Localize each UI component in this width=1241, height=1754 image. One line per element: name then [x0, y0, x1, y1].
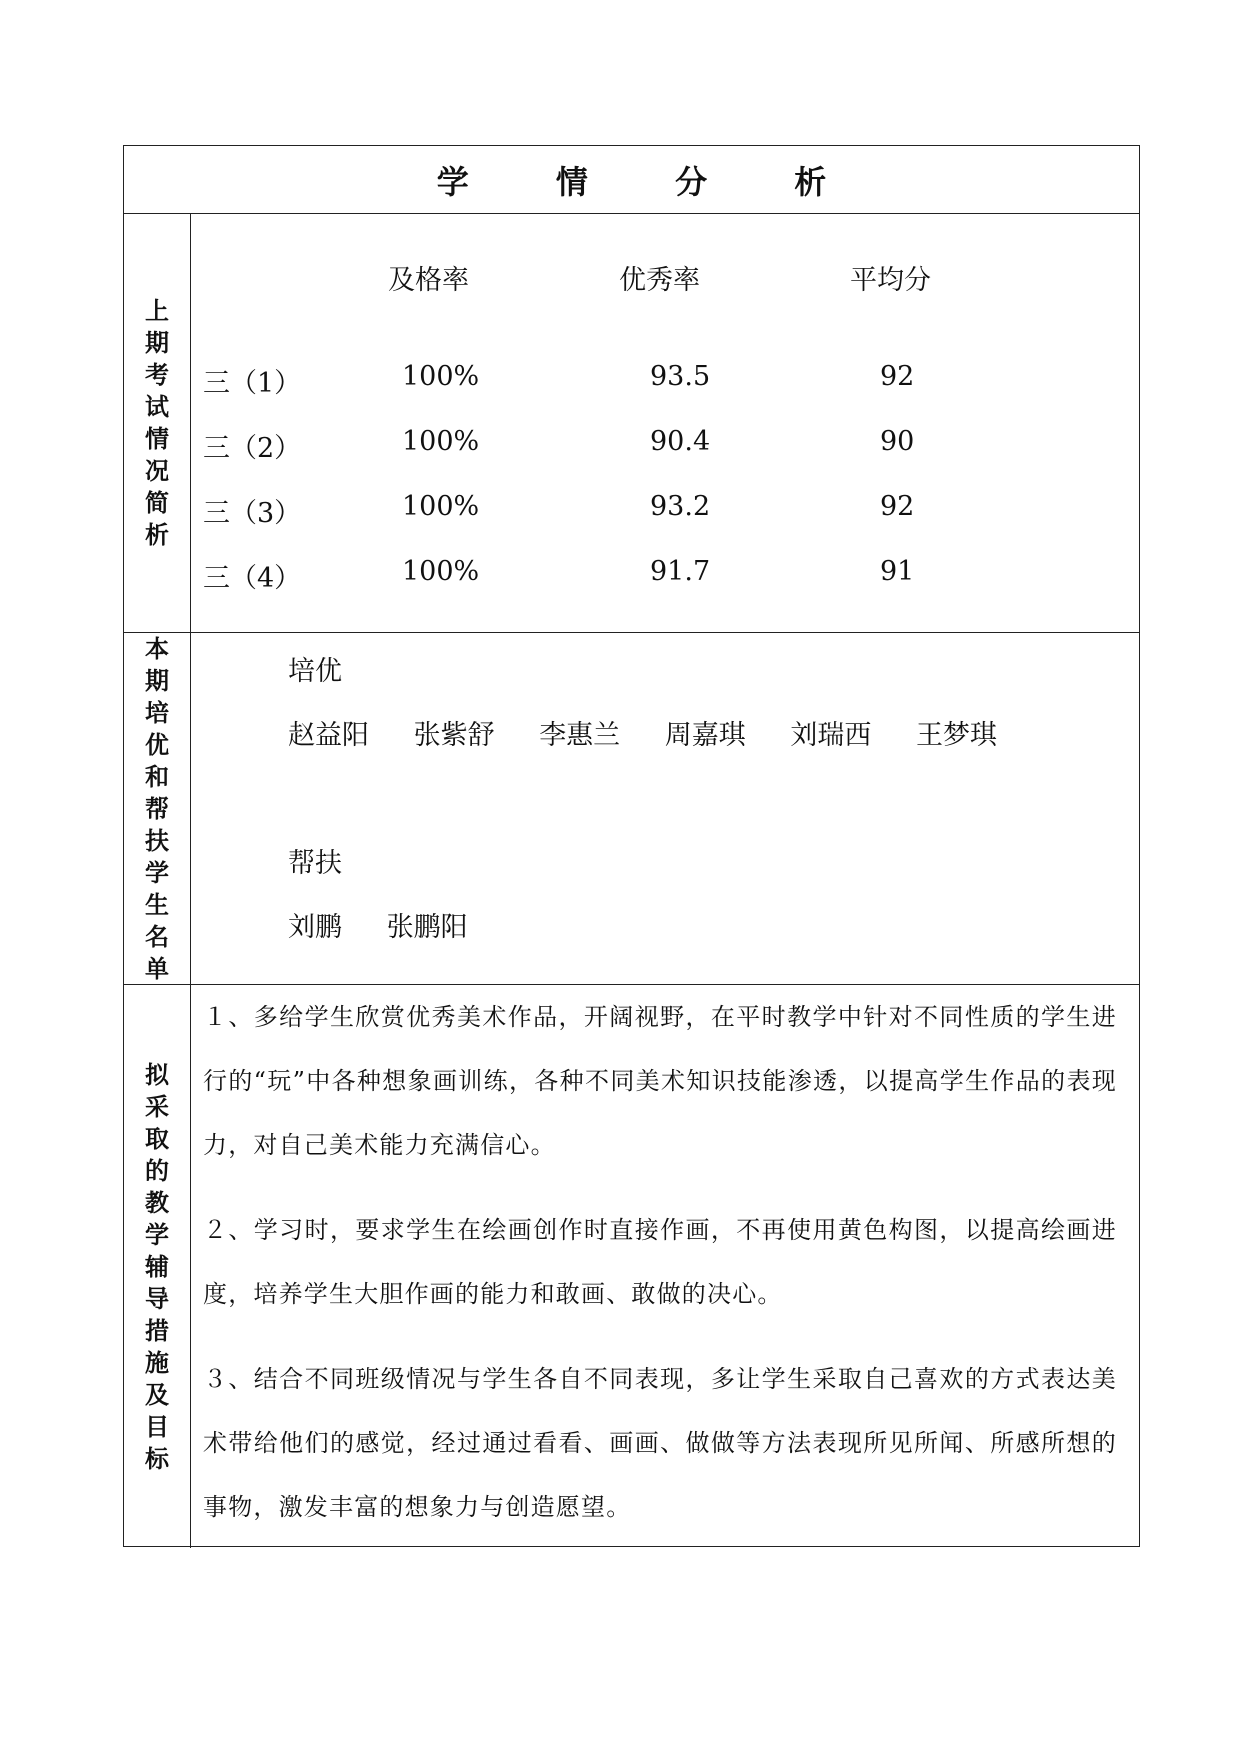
- header-excellent-rate: 优秀率: [619, 265, 700, 296]
- average-score: 91: [880, 556, 915, 587]
- measure-paragraph-3: ３、结合不同班级情况与学生各自不同表现，多让学生采取自己喜欢的方式表达美术带给他们的感觉，经过通过看看、画画、做做等方法表现所见所闻、所感所想的事物，激发丰富的想象力与创造愿望。: [203, 1365, 1117, 1521]
- excellent-rate: 93.5: [650, 361, 711, 392]
- label-char: 采: [145, 1092, 169, 1121]
- label-char: 学: [145, 858, 169, 887]
- label-char: 施: [145, 1348, 169, 1377]
- exam-summary-label: [124, 213, 191, 632]
- label-char: 帮: [145, 794, 169, 823]
- page-title: 学 情 分 析: [436, 162, 865, 201]
- label-char: 优: [145, 730, 169, 759]
- label-char: 期: [145, 328, 169, 357]
- student-name: 周嘉琪: [664, 720, 746, 751]
- pass-rate: 100%: [402, 491, 480, 522]
- label-char: 扶: [145, 826, 169, 855]
- student-list-row: [124, 633, 1139, 985]
- student-list-label: [124, 633, 191, 984]
- label-char: 情: [145, 424, 169, 453]
- stats-row: [191, 426, 1139, 466]
- support-names: [288, 905, 504, 944]
- stats-row: [191, 361, 1139, 401]
- label-char: 简: [145, 488, 169, 517]
- analysis-table: [123, 145, 1140, 1547]
- average-score: 90: [880, 426, 915, 457]
- class-name: 三（2）: [203, 433, 302, 464]
- average-score: 92: [880, 491, 915, 522]
- label-char: 取: [145, 1124, 169, 1153]
- header-pass-rate: 及格率: [388, 265, 469, 296]
- student-name: 李惠兰: [539, 720, 621, 751]
- student-name: 赵益阳: [288, 720, 369, 751]
- label-char: 及: [145, 1380, 169, 1409]
- measures-label: [124, 985, 191, 1548]
- excellent-rate: 90.4: [650, 426, 711, 457]
- class-name: 三（1）: [203, 368, 302, 399]
- class-name: 三（4）: [203, 563, 302, 594]
- stats-row: [191, 556, 1139, 596]
- label-char: 试: [145, 392, 169, 421]
- label-char: 措: [145, 1316, 169, 1345]
- exam-summary-row: [124, 213, 1139, 633]
- label-char: 标: [145, 1444, 169, 1473]
- pass-rate: 100%: [402, 361, 480, 392]
- label-char: 拟: [145, 1060, 169, 1089]
- gifted-title: 培优: [288, 656, 342, 687]
- label-char: 况: [145, 456, 169, 485]
- class-name: 三（3）: [203, 498, 302, 529]
- excellent-rate: 91.7: [650, 556, 711, 587]
- pass-rate: 100%: [402, 556, 480, 587]
- label-char: 期: [145, 666, 169, 695]
- label-char: 辅: [145, 1252, 169, 1281]
- support-title: 帮扶: [288, 848, 342, 879]
- title-row: [124, 146, 1139, 214]
- label-char: 析: [145, 520, 169, 549]
- header-average-score: 平均分: [850, 265, 931, 296]
- label-char: 生: [145, 890, 169, 919]
- student-name: 张紫舒: [413, 720, 495, 751]
- label-char: 培: [145, 698, 169, 727]
- label-char: 教: [145, 1188, 169, 1217]
- student-name: 王梦琪: [915, 720, 997, 751]
- label-char: 学: [145, 1220, 169, 1249]
- exam-summary-body: [191, 213, 1139, 632]
- gifted-names: [288, 713, 1033, 752]
- label-char: 和: [145, 762, 169, 791]
- label-char: 名: [145, 922, 169, 951]
- measure-paragraph-2: ２、学习时，要求学生在绘画创作时直接作画，不再使用黄色构图，以提高绘画进度，培养学生大胆作画的能力和敢画、敢做的决心。: [203, 1216, 1117, 1308]
- pass-rate: 100%: [402, 426, 480, 457]
- measure-paragraph-1: １、多给学生欣赏优秀美术作品，开阔视野，在平时教学中针对不同性质的学生进行的“玩”中各种想象画训练，各种不同美术知识技能渗透，以提高学生作品的表现力，对自己美术能力充满信心。: [203, 1003, 1117, 1159]
- student-list-body: [191, 633, 1139, 984]
- student-name: 张鹏阳: [386, 912, 468, 943]
- label-char: 目: [145, 1412, 169, 1441]
- label-char: 上: [145, 296, 169, 325]
- label-char: 本: [145, 634, 169, 663]
- student-name: 刘瑞西: [790, 720, 872, 751]
- measures-body: [191, 985, 1139, 1548]
- measures-row: [124, 985, 1139, 1548]
- average-score: 92: [880, 361, 915, 392]
- stats-row: [191, 491, 1139, 531]
- student-name: 刘鹏: [288, 912, 342, 943]
- label-char: 导: [145, 1284, 169, 1313]
- label-char: 的: [145, 1156, 169, 1185]
- label-char: 单: [145, 954, 169, 983]
- excellent-rate: 93.2: [650, 491, 711, 522]
- label-char: 考: [145, 360, 169, 389]
